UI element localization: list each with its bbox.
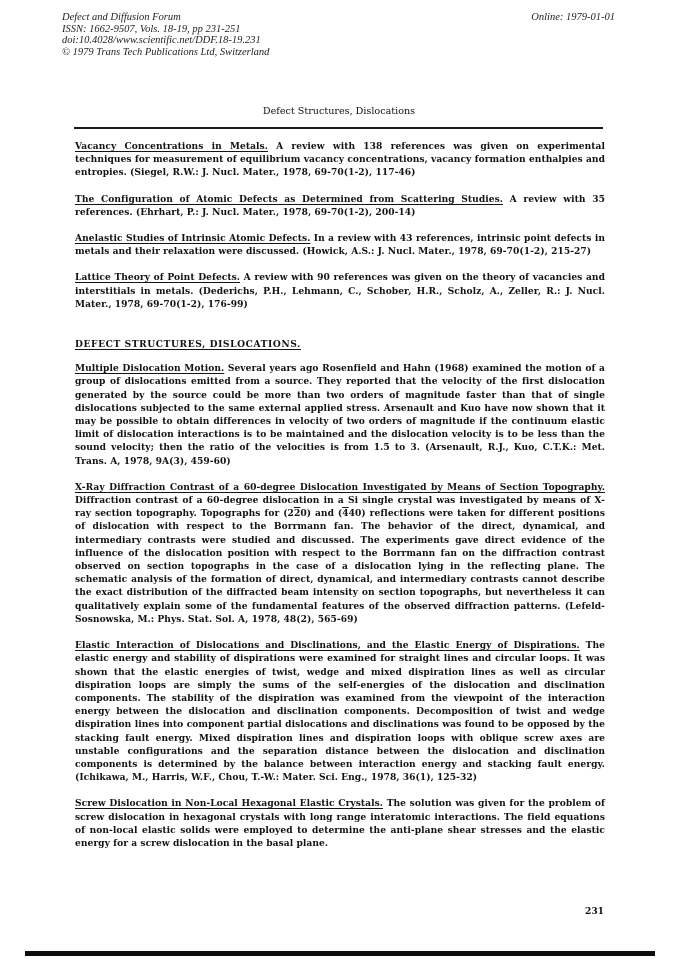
copyright-line: © 1979 Trans Tech Publications Ltd, Switzerland	[62, 46, 270, 58]
doi-line: doi:10.4028/www.scientific.net/DDF.18-19.231	[62, 35, 261, 46]
entry-body: 40) reflections were taken for different positions of dislocation with respect to the Borrmann fan. The behavior of the direct, dynamical, and intermediary contrasts were studied and discussed. The experiments gave direct evidence of the influence of the dislocation position with respect to the Borrmann fan on the diffraction contrast observed on section topographs in the case of a dislocation lying in the reflecting plane. The schematic analysis of the formation of direct, dynamical, and intermediary contrasts cannot describe the exact distribution of the diffracted beam intensity on section topographs, but nevertheless it can qualitatively explain some of the fundamental features of the observed diffraction patterns. (Lefeld-Sosnowska, M.: Phys. Stat. Sol. A, 1978, 48(2), 565-69)	[75, 508, 605, 625]
entry-title: Lattice Theory of Point Defects.	[75, 272, 240, 284]
entry-body: A review with 90 references was given on the theory of vacancies and interstitials in metals. (Dederichs, P.H., Lehmann, C., Schober, H.R., Scholz, A., Zeller, R.: J. Nucl. Mater., 1978, 69-70(1-2), 176-99)	[75, 272, 605, 310]
entry-body: The solution was given for the problem of screw dislocation in hexagonal crystals with long range interatomic interactions. The field equations of non-local elastic solids were employed to determine the anti-plane shear stresses and the elastic energy for a screw dislocation in the basal plane.	[75, 798, 605, 849]
abstract-entry	[75, 140, 605, 180]
entry-body: Several years ago Rosenfield and Hahn (1968) examined the motion of a group of dislocations emitted from a source. They reported that the velocity of the first dislocation generated by the source could be more than two orders of magnitude faster than that of single dislocations subjected to the same external applied stress. Arsenault and Kuo have now shown that it may be possible to obtain differences in velocity of two orders of magnitude if the continuum elastic limit of dislocation interactions is to be maintained and the dislocation velocity is to be less than the sound velocity; then the ratio of the velocities is from 1.5 to 3. (Arsenault, R.J., Kuo, C.T.K.: Met. Trans. A, 1978, 9A(3), 459-60)	[75, 363, 605, 467]
page-number: 231	[585, 906, 604, 917]
entry-body: A review with 138 references was given on experimental techniques for measurement of equilibrium vacancy concentrations, vacancy formation enthalpies and entropies. (Siegel, R.W.: J. Nucl. Mater., 1978, 69-70(1-2), 117-46)	[75, 141, 605, 179]
entry-body: In a review with 43 references, intrinsic point defects in metals and their relaxation were discussed. (Howick, A.S.: J. Nucl. Mater., 1978, 69-70(1-2), 215-27)	[75, 233, 605, 258]
entry-title: Vacancy Concentrations in Metals.	[75, 141, 268, 152]
abstract-entry	[75, 481, 605, 626]
abstract-entry	[75, 232, 605, 258]
entry-body: Diffraction contrast of a 60-degree dislocation in a Si single crystal was investigated by means of X-ray section topography. Topographs for (2	[75, 495, 605, 520]
journal-metadata	[62, 12, 269, 58]
abstracts-body	[75, 140, 605, 863]
abstract-entry	[75, 271, 605, 311]
entry-body: The elastic energy and stability of dispirations were examined for straight lines and circular loops. It was shown that the elastic energies of twist, wedge and mixed dispiration lines as well as circular dispiration loops are simply the sums of the self-energies of the dislocation and disclination components. The stability of the dispiration was examined from the viewpoint of the interaction energy between the dislocation and disclination components. Decomposition of twist and wedge dispiration lines into component partial dislocations and disclinations was found to be opposed by the stacking fault energy. Mixed dispiration lines and dispiration loops with oblique screw axes are unstable configurations and the separation distance between the dislocation and disclination components is determined by the balance between interaction energy and stacking fault energy. (Ichikawa, M., Harris, W.F., Chou, T.-W.: Mater. Sci. Eng., 1978, 36(1), 125-32)	[75, 640, 606, 784]
abstract-entry	[75, 193, 605, 219]
miller-index-bar-digit: 2	[293, 508, 301, 520]
footer-rule	[25, 951, 655, 956]
online-date: Online: 1979-01-01	[531, 12, 615, 23]
header-rule	[74, 127, 603, 129]
entry-title: Screw Dislocation in Non-Local Hexagonal Elastic Crystals.	[75, 798, 384, 810]
journal-name: Defect and Diffusion Forum	[62, 12, 181, 23]
entry-body: A review with 35 references. (Ehrhart, P.: J. Nucl. Mater., 1978, 69-70(1-2), 200-14)	[75, 193, 606, 218]
abstract-entry	[75, 639, 605, 784]
entry-title: Multiple Dislocation Motion.	[75, 363, 225, 375]
abstract-entry	[75, 797, 605, 850]
section-heading: DEFECT STRUCTURES, DISLOCATIONS.	[75, 339, 301, 351]
entry-title: Elastic Interaction of Dislocations and Disclinations, and the Elastic Energy of Dispirations.	[75, 640, 580, 652]
abstract-entry	[75, 362, 605, 468]
running-header: Defect Structures, Dislocations	[262, 106, 416, 117]
issn-line: ISSN: 1662-9507, Vols. 18-19, pp 231-251	[62, 23, 241, 35]
miller-index-bar-digit: 4	[342, 508, 349, 520]
entry-body: 0) and (	[300, 508, 343, 520]
entry-title: X-Ray Diffraction Contrast of a 60-degree Dislocation Investigated by Means of Section Topography.	[75, 481, 605, 493]
entry-title: Anelastic Studies of Intrinsic Atomic Defects.	[75, 233, 311, 245]
entry-title: The Configuration of Atomic Defects as Determined from Scattering Studies.	[75, 193, 503, 205]
